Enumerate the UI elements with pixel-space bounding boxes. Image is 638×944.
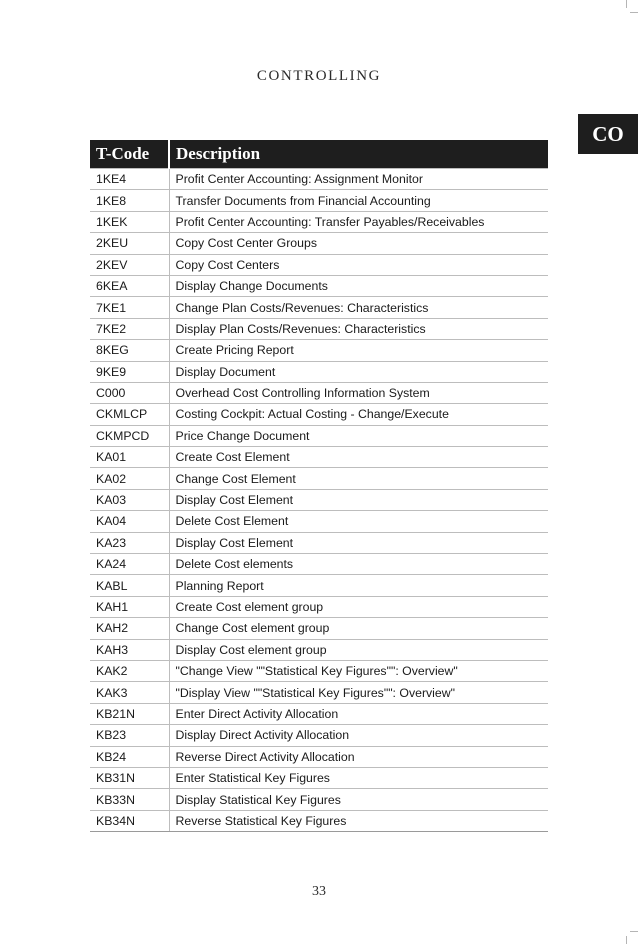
column-header-description: Description: [169, 140, 548, 169]
tcode-cell: KA24: [90, 554, 169, 575]
description-cell: Delete Cost Element: [169, 511, 548, 532]
description-cell: Overhead Cost Controlling Information System: [169, 382, 548, 403]
tcode-cell: KA04: [90, 511, 169, 532]
table-row: [90, 596, 548, 617]
tcode-cell: KAK2: [90, 660, 169, 681]
description-cell: Copy Cost Centers: [169, 254, 548, 275]
tcode-cell: KA01: [90, 447, 169, 468]
tcode-table: [90, 140, 548, 832]
description-cell: Enter Statistical Key Figures: [169, 767, 548, 788]
description-cell: Copy Cost Center Groups: [169, 233, 548, 254]
tcode-cell: KA02: [90, 468, 169, 489]
table-row: [90, 361, 548, 382]
description-cell: Delete Cost elements: [169, 554, 548, 575]
table-row: [90, 297, 548, 318]
table-row: [90, 233, 548, 254]
table-row: [90, 725, 548, 746]
tcode-cell: KA03: [90, 489, 169, 510]
table-row: [90, 489, 548, 510]
tcode-cell: KB33N: [90, 789, 169, 810]
description-cell: Reverse Direct Activity Allocation: [169, 746, 548, 767]
tcode-cell: 8KEG: [90, 340, 169, 361]
table-row: [90, 211, 548, 232]
table-body: [90, 169, 548, 832]
description-cell: Display Direct Activity Allocation: [169, 725, 548, 746]
tcode-cell: 7KE2: [90, 318, 169, 339]
tcode-cell: KABL: [90, 575, 169, 596]
table-row: [90, 554, 548, 575]
description-cell: Change Plan Costs/Revenues: Characteristics: [169, 297, 548, 318]
tcode-cell: 2KEV: [90, 254, 169, 275]
column-header-tcode: T-Code: [90, 140, 169, 169]
table-row: [90, 447, 548, 468]
description-cell: Enter Direct Activity Allocation: [169, 703, 548, 724]
tcode-cell: KAH2: [90, 618, 169, 639]
description-cell: Display Cost Element: [169, 489, 548, 510]
table-row: [90, 660, 548, 681]
tcode-cell: C000: [90, 382, 169, 403]
table-row: [90, 511, 548, 532]
tcode-cell: 6KEA: [90, 275, 169, 296]
tcode-cell: 1KE4: [90, 169, 169, 190]
crop-mark-top-right: [626, 0, 627, 8]
table-row: [90, 340, 548, 361]
tcode-cell: KB31N: [90, 767, 169, 788]
description-cell: Display Plan Costs/Revenues: Characteristics: [169, 318, 548, 339]
tcode-cell: KB24: [90, 746, 169, 767]
description-cell: Costing Cockpit: Actual Costing - Change/Execute: [169, 404, 548, 425]
description-cell: Profit Center Accounting: Transfer Payables/Receivables: [169, 211, 548, 232]
description-cell: Change Cost Element: [169, 468, 548, 489]
tcode-cell: KB21N: [90, 703, 169, 724]
running-header: CONTROLLING: [256, 68, 382, 84]
crop-mark-bottom-right-h: [630, 931, 638, 932]
table-row: [90, 275, 548, 296]
tcode-cell: 1KE8: [90, 190, 169, 211]
table-row: [90, 169, 548, 190]
table-row: [90, 703, 548, 724]
description-cell: Create Cost Element: [169, 447, 548, 468]
table-row: [90, 575, 548, 596]
description-cell: Change Cost element group: [169, 618, 548, 639]
tcode-cell: 2KEU: [90, 233, 169, 254]
table-row: [90, 404, 548, 425]
description-cell: Reverse Statistical Key Figures: [169, 810, 548, 831]
table-row: [90, 682, 548, 703]
description-cell: "Display View ""Statistical Key Figures"": Overview": [169, 682, 548, 703]
table-row: [90, 789, 548, 810]
description-cell: Display Cost Element: [169, 532, 548, 553]
table-row: [90, 254, 548, 275]
tcode-cell: KAH1: [90, 596, 169, 617]
table-row: [90, 532, 548, 553]
tcode-cell: KB34N: [90, 810, 169, 831]
tcode-cell: KB23: [90, 725, 169, 746]
description-cell: Display Document: [169, 361, 548, 382]
table-row: [90, 318, 548, 339]
crop-mark-top-right-h: [630, 12, 638, 13]
description-cell: Price Change Document: [169, 425, 548, 446]
tcode-cell: 9KE9: [90, 361, 169, 382]
tcode-cell: 7KE1: [90, 297, 169, 318]
description-cell: Display Cost element group: [169, 639, 548, 660]
crop-mark-bottom-right: [626, 936, 627, 944]
description-cell: Create Pricing Report: [169, 340, 548, 361]
table-row: [90, 382, 548, 403]
description-cell: Display Change Documents: [169, 275, 548, 296]
tcode-cell: CKMLCP: [90, 404, 169, 425]
description-cell: Transfer Documents from Financial Accounting: [169, 190, 548, 211]
description-cell: Create Cost element group: [169, 596, 548, 617]
table-row: [90, 767, 548, 788]
description-cell: Display Statistical Key Figures: [169, 789, 548, 810]
description-cell: Profit Center Accounting: Assignment Monitor: [169, 169, 548, 190]
table-row: [90, 468, 548, 489]
tcode-cell: KA23: [90, 532, 169, 553]
tcode-cell: KAH3: [90, 639, 169, 660]
table-row: [90, 746, 548, 767]
section-tab: CO: [578, 114, 638, 154]
tcode-cell: KAK3: [90, 682, 169, 703]
page-number: 33: [312, 884, 326, 899]
table-row: [90, 190, 548, 211]
description-cell: Planning Report: [169, 575, 548, 596]
description-cell: "Change View ""Statistical Key Figures"": Overview": [169, 660, 548, 681]
table-row: [90, 639, 548, 660]
tcode-cell: 1KEK: [90, 211, 169, 232]
table-row: [90, 618, 548, 639]
tcode-cell: CKMPCD: [90, 425, 169, 446]
table-header-row: [90, 140, 548, 169]
table-row: [90, 810, 548, 831]
table-row: [90, 425, 548, 446]
